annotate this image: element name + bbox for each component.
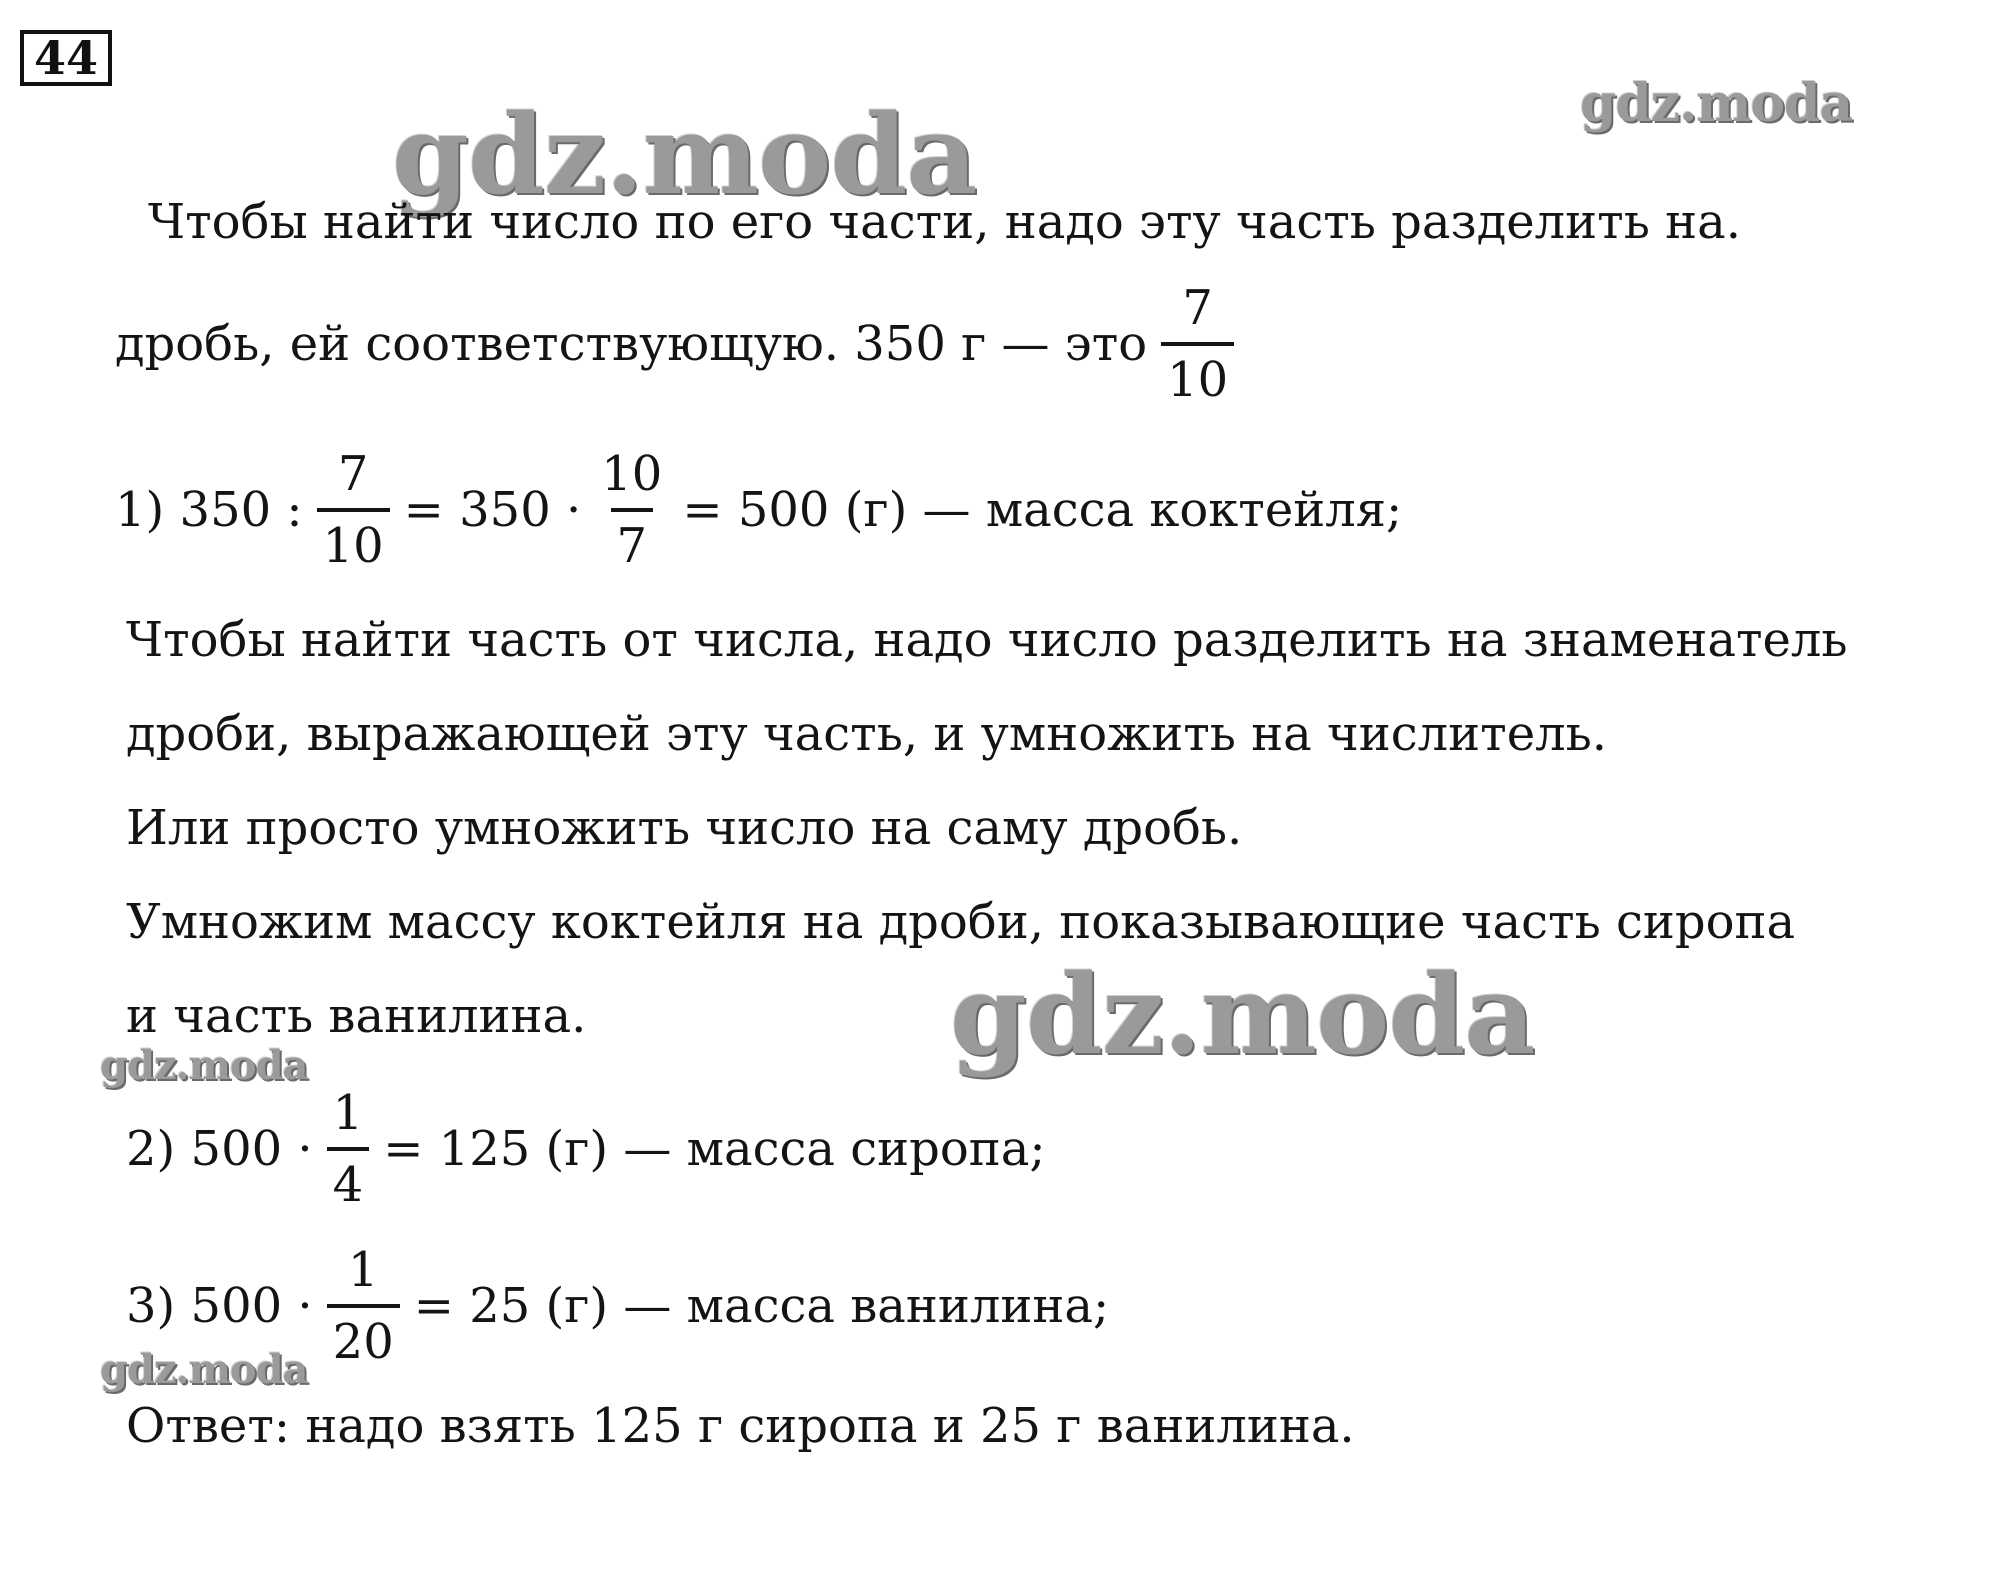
paragraph-text: Чтобы найти число по его части, надо эту часть разделить на. — [148, 194, 1741, 250]
paragraph-rule-find-whole — [148, 194, 1741, 250]
step-lead: 3) 500 · — [126, 1278, 313, 1334]
step-lead: 2) 500 · — [126, 1121, 313, 1177]
answer-text: Ответ: надо взять 125 г сиропа и 25 г ванилина. — [126, 1398, 1355, 1454]
step-tail: = 500 (г) — масса коктейля; — [682, 482, 1403, 538]
step-lead: 1) 350 : — [115, 482, 303, 538]
problem-number: 44 — [20, 30, 112, 86]
paragraph-text: Чтобы найти часть от числа, надо число разделить на знаменатель — [126, 612, 1848, 668]
fraction — [317, 446, 390, 574]
watermark: gdz.moda — [392, 90, 977, 219]
fraction-denominator: 10 — [317, 508, 390, 574]
fraction-denominator: 10 — [1161, 342, 1234, 408]
answer — [126, 1398, 1355, 1454]
paragraph-part-fraction — [115, 280, 1248, 408]
paragraph-plan — [126, 894, 1795, 950]
fraction — [1161, 280, 1234, 408]
paragraph-text: дробь, ей соответствующую. 350 г — это — [115, 316, 1148, 372]
fraction-numerator: 10 — [601, 446, 663, 502]
paragraph-text: Или просто умножить число на саму дробь. — [126, 800, 1243, 856]
step-3 — [126, 1242, 1109, 1370]
watermark: gdz.moda — [950, 950, 1535, 1079]
paragraph-text: Умножим массу коктейля на дроби, показывающие часть сиропа — [126, 894, 1796, 950]
fraction-numerator: 1 — [332, 1085, 364, 1141]
fraction-denominator: 7 — [611, 508, 654, 574]
watermark: gdz.moda — [1580, 73, 1853, 134]
fraction-numerator: 1 — [347, 1242, 379, 1298]
paragraph-text: и часть ванилина. — [126, 988, 587, 1044]
watermark: gdz.moda — [100, 1042, 308, 1089]
fraction-numerator: 7 — [1182, 280, 1213, 336]
fraction — [327, 1085, 370, 1213]
paragraph-text: дроби, выражающей эту часть, и умножить на числитель. — [126, 706, 1607, 762]
fraction-denominator: 20 — [327, 1304, 400, 1370]
fraction-denominator: 4 — [327, 1147, 370, 1213]
step-tail: = 125 (г) — масса сиропа; — [383, 1121, 1046, 1177]
fraction — [327, 1242, 400, 1370]
paragraph-multiply-fraction — [126, 800, 1242, 856]
paragraph-rule-find-part — [126, 612, 1848, 668]
step-middle: = 350 · — [403, 482, 582, 538]
fraction — [595, 446, 668, 574]
step-2 — [126, 1085, 1046, 1213]
step-tail: = 25 (г) — масса ванилина; — [413, 1278, 1110, 1334]
paragraph-rule-find-part-cont — [126, 706, 1607, 762]
paragraph-plan-cont — [126, 988, 586, 1044]
fraction-numerator: 7 — [337, 446, 369, 502]
watermark: gdz.moda — [100, 1346, 308, 1393]
step-1 — [115, 446, 1402, 574]
